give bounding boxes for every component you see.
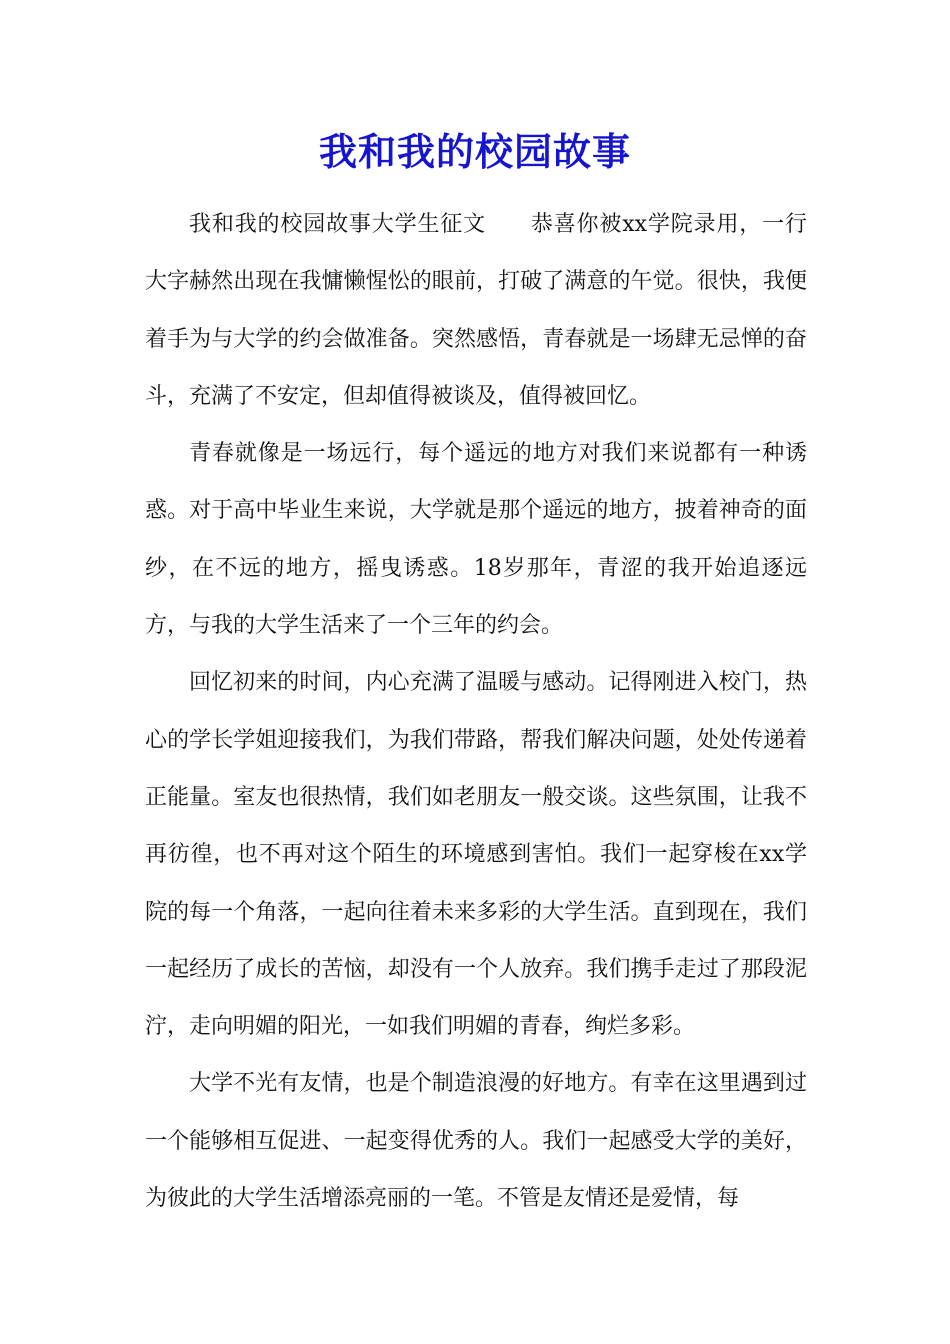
paragraph-4: 大学不光有友情，也是个制造浪漫的好地方。有幸在这里遇到过一个能够相互促进、一起变得优秀的人。我们一起感受大学的美好，为彼此的大学生活增添亮丽的一笔。不管是友情还是爱情，每	[145, 1071, 807, 1212]
paragraph-1	[145, 196, 807, 425]
paragraph-2: 青春就像是一场远行，每个遥远的地方对我们来说都有一种诱惑。对于高中毕业生来说，大学就是那个遥远的地方，披着神奇的面纱，在不远的地方，摇曳诱惑。18岁那年，青涩的我开始追逐远方，与我的大学生活来了一个三年的约会。	[145, 441, 807, 639]
document-body	[145, 196, 807, 1227]
paragraph-3: 回忆初来的时间，内心充满了温暖与感动。记得刚进入校门，热心的学长学姐迎接我们，为我们带路，帮我们解决问题，处处传递着正能量。室友也很热情，我们如老朋友一般交谈。这些氛围，让我不再彷徨，也不再对这个陌生的环境感到害怕。我们一起穿梭在xx学院的每一个角落，一起向往着未来多彩的大学生活。直到现在，我们一起经历了成长的苦恼，却没有一个人放弃。我们携手走过了那段泥泞，走向明媚的阳光，一如我们明媚的青春，绚烂多彩。	[145, 670, 807, 1040]
paragraph-1-text: 恭喜你被xx学院录用，一行大字赫然出现在我慵懒惺忪的眼前，打破了满意的午觉。很快，我便着手为与大学的约会做准备。突然感悟，青春就是一场肆无忌惮的奋斗，充满了不安定，但却值得被谈及，值得被回忆。	[145, 212, 807, 409]
document-title: 我和我的校园故事	[318, 129, 631, 174]
paragraph-1-lead: 我和我的校园故事大学生征文	[189, 212, 487, 237]
